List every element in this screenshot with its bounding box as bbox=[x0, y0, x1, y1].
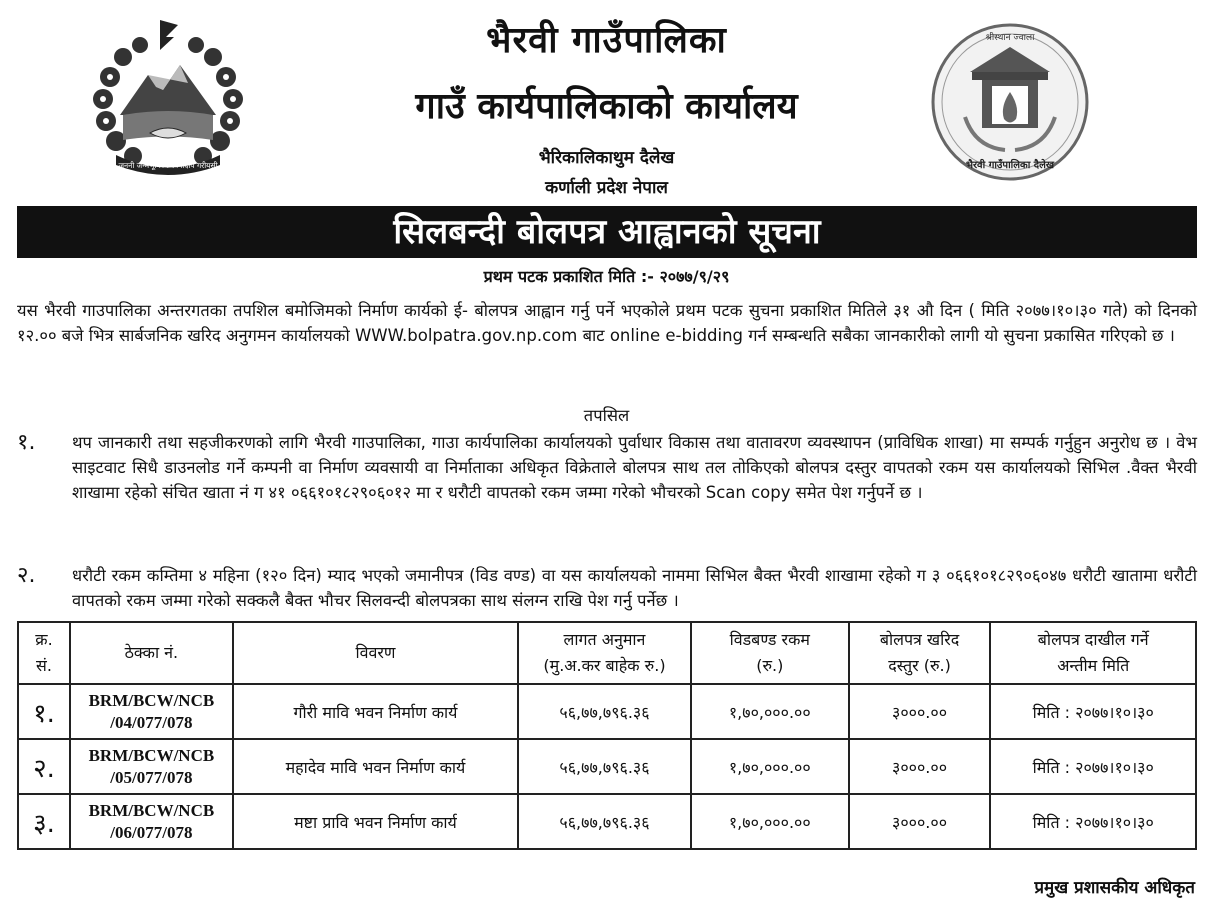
cell-purchase-fee: ३०००.०० bbox=[849, 794, 991, 849]
list-item-number: १. bbox=[17, 430, 36, 455]
table-row bbox=[18, 794, 1196, 849]
cell-serial: ३. bbox=[18, 794, 70, 849]
emblem-motto: जननी जन्मभूमिश्च स्वर्गादपि गरीयसी bbox=[118, 161, 218, 170]
cell-description: महादेव मावि भवन निर्माण कार्य bbox=[233, 739, 518, 794]
table-row bbox=[18, 739, 1196, 794]
cell-purchase-fee: ३०००.०० bbox=[849, 739, 991, 794]
cell-cost-estimate: ५६,७७,७९६.३६ bbox=[518, 684, 691, 739]
details-heading: तपसिल bbox=[583, 406, 630, 425]
list-item-text: धरौटी रकम कम्तिमा ४ महिना (१२० दिन) म्याद भएको जमानीपत्र (विड वण्ड) वा यस कार्यालयको नाममा सिभिल बैक्त भैरवी शाखामा रहेको ग ३ ०६६१०१८२९०६०४७ धरौटी खातामा धरौटी वापतको रकम जम्मा गरेको सक्कलै बैक्त भौचर सिलवन्दी बोलपत्रका साथ संलग्न राखि पेश गर्नु पर्नेछ । bbox=[72, 566, 1197, 610]
cell-serial: २. bbox=[18, 739, 70, 794]
cell-description: मष्टा प्रावि भवन निर्माण कार्य bbox=[233, 794, 518, 849]
cell-bid-bond: १,७०,०००.०० bbox=[691, 739, 849, 794]
address-line-1: भैरिकालिकाथुम दैलेख bbox=[538, 148, 675, 168]
cell-deadline: मिति : २०७७।१०।३० bbox=[990, 794, 1196, 849]
table-row bbox=[18, 684, 1196, 739]
logo-top-text: श्रीस्थान ज्वाला bbox=[985, 33, 1035, 43]
cell-cost-estimate: ५६,७७,७९६.३६ bbox=[518, 739, 691, 794]
logo-bottom-text: भैरवी गाउँपालिका दैलेख bbox=[965, 160, 1055, 171]
list-item-number: २. bbox=[17, 563, 36, 588]
header-contract-no: ठेक्का नं. bbox=[70, 622, 233, 684]
intro-paragraph: यस भैरवी गाउपालिका अन्तरगतका तपशिल बमोजिमको निर्माण कार्यको ई- बोलपत्र आह्वान गर्नु पर्ने भएकोले प्रथम पटक सुचना प्रकाशित मितिले ३१ औ दिन ( मिति २०७७।१०।३० गते) को दिनको १२.०० बजे भित्र सार्बजनिक खरिद अनुगमन कार्यालयको WWW.bolpatra.gov.np.com बाट online e-bidding गर्न सम्बन्धति सबैका जानकारीको लागी यो सुचना प्रकासित गरिएको छ । bbox=[17, 301, 1197, 345]
cell-serial: १. bbox=[18, 684, 70, 739]
list-item-text: थप जानकारी तथा सहजीकरणको लागि भैरवी गाउपालिका, गाउा कार्यपालिका कार्यालयको पुर्वाधार विकास तथा वातावरण व्यवस्थापन (प्राविधिक शाखा) मा सम्पर्क गर्नुहुन अनुरोध छ । वेभ साइटवाट सिधै डाउनलोड गर्ने कम्पनी वा निर्माण व्यवसायी वा निर्माताका अधिकृत विक्रेताले बोलपत्र साथ तल तोकिएको बोलपत्र दस्तुर वापतको रकम यस कार्यालयको सिभिल .वैक्त भैरवी शाखामा रहेको संचित खाता नं ग ४१ ०६६१०१८२९०६०१२ मा र धरौटी वापतको रकम जम्मा गरेको भौचरको Scan copy समेत पेश गर्नुपर्ने छ । bbox=[72, 433, 1197, 502]
header-serial: क्र. सं. bbox=[18, 622, 70, 684]
cell-bid-bond: १,७०,०००.०० bbox=[691, 684, 849, 739]
table-header-row bbox=[18, 622, 1196, 684]
cell-contract-no: BRM/BCW/NCB /06/077/078 bbox=[70, 794, 233, 849]
publish-date: प्रथम पटक प्रकाशित मिति :- २०७७/९/२९ bbox=[483, 267, 730, 286]
cell-bid-bond: १,७०,०००.०० bbox=[691, 794, 849, 849]
cell-purchase-fee: ३०००.०० bbox=[849, 684, 991, 739]
tender-table bbox=[17, 621, 1197, 850]
office-name: गाउँ कार्यपालिकाको कार्यालय bbox=[415, 86, 798, 127]
list-item bbox=[17, 563, 1197, 613]
header-purchase-fee: बोलपत्र खरिद दस्तुर (रु.) bbox=[849, 622, 991, 684]
header-cost-estimate: लागत अनुमान (मु.अ.कर बाहेक रु.) bbox=[518, 622, 691, 684]
cell-description: गौरी मावि भवन निर्माण कार्य bbox=[233, 684, 518, 739]
address-line-2: कर्णाली प्रदेश नेपाल bbox=[545, 178, 668, 198]
header-description: विवरण bbox=[233, 622, 518, 684]
cell-contract-no: BRM/BCW/NCB /05/077/078 bbox=[70, 739, 233, 794]
notice-banner: सिलबन्दी बोलपत्र आह्वानको सूचना bbox=[17, 206, 1197, 258]
municipality-name: भैरवी गाउँपालिका bbox=[486, 20, 727, 61]
cell-deadline: मिति : २०७७।१०।३० bbox=[990, 739, 1196, 794]
signature-title: प्रमुख प्रशासकीय अधिकृत bbox=[1034, 878, 1195, 898]
header-deadline: बोलपत्र दाखील गर्ने अन्तीम मिति bbox=[990, 622, 1196, 684]
list-item bbox=[17, 430, 1197, 505]
header-bid-bond: विडबण्ड रकम (रु.) bbox=[691, 622, 849, 684]
cell-contract-no: BRM/BCW/NCB /04/077/078 bbox=[70, 684, 233, 739]
cell-deadline: मिति : २०७७।१०।३० bbox=[990, 684, 1196, 739]
cell-cost-estimate: ५६,७७,७९६.३६ bbox=[518, 794, 691, 849]
